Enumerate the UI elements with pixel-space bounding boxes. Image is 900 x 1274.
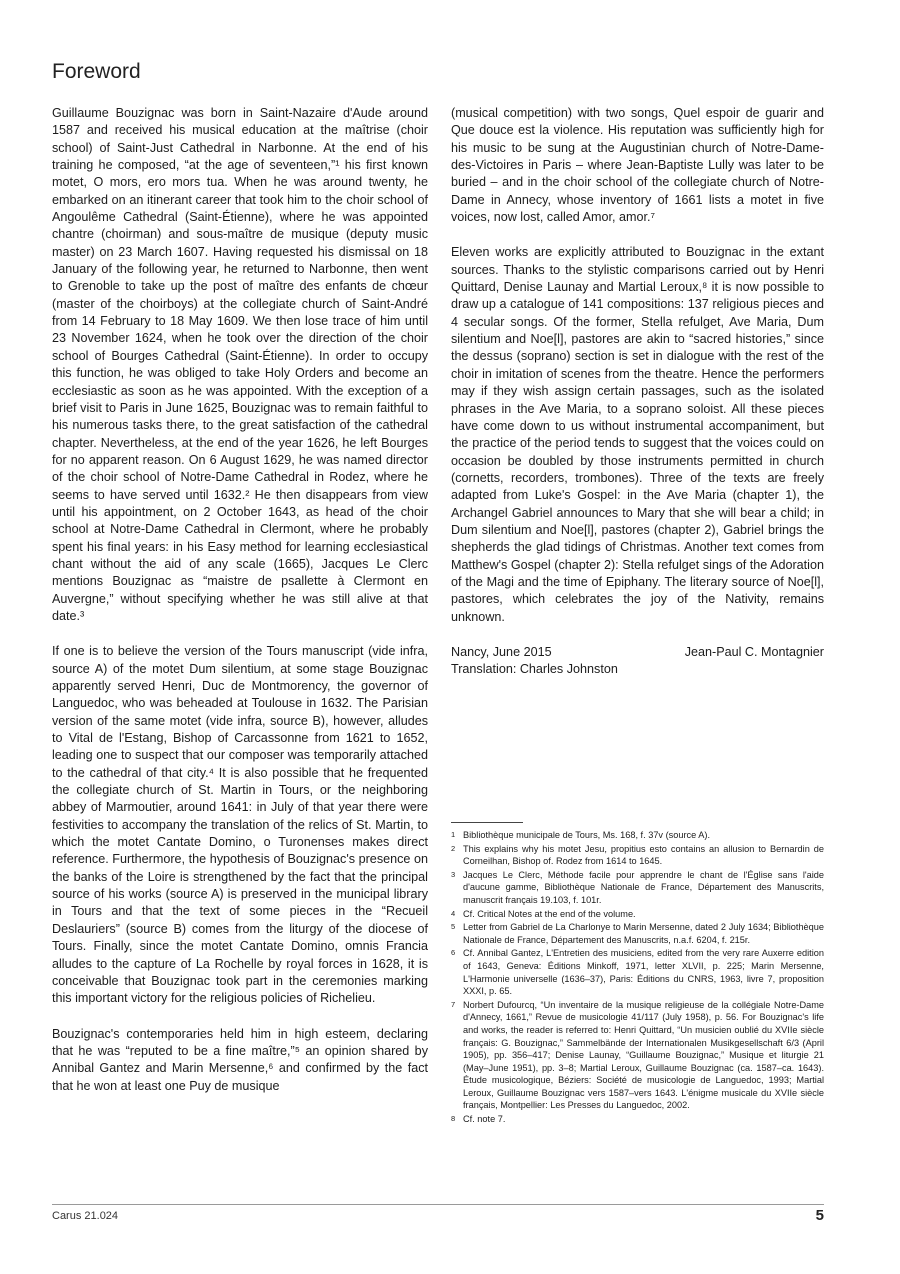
page-title: Foreword (52, 60, 141, 83)
footnote-item (451, 921, 824, 946)
footnote-text: Bibliothèque municipale de Tours, Ms. 168, f. 37v (source A). (463, 830, 711, 840)
footnote-number: 2 (451, 843, 456, 853)
footnote-item (451, 947, 824, 997)
right-column (451, 105, 824, 679)
paragraph-works-catalogue: Eleven works are explicitly attributed to Bouzignac in the extant sources. Thanks to the stylistic comparisons carried out by Henri Quittard, Denise Launay and Martial Leroux,⁸ it is now possible to draw up a catalogue of 141 compositions: 137 religious pieces and 4 secular songs. Of the former, Stella refulget, Ave Maria, Dum silentium and Noe[l], pastores are akin to “sacred histories,” since the dessus (soprano) section is set in dialogue with the rest of the choir in imitation of scenes from the theatre. Hence the performers may if they wish assign certain passages, such as the isolated phrases in the Ave Maria, to a soprano soloist. All these pieces have come down to us without instrumental accompaniment, but the practice of the period tends to suggest that the voices could on occasion be doubled by those instruments permitted in church (cornetts, recorders, trombones). Three of the texts are freely adapted from Luke's Gospel: in the Ave Maria (chapter 1), the Archangel Gabriel announces to Mary that she will bear a child; in Dum silentium and Noe[l], pastores (chapter 2), Gabriel brings the shepherds the glad tidings of Christmas. Another text comes from Matthew's Gospel (chapter 2): Stella refulget sings of the Adoration of the Magi and the time of Epiphany. The literary source of Noe[l], pastores, which celebrates the joy of the Nativity, remains unknown. (451, 245, 824, 624)
footnote-text: Letter from Gabriel de La Charlonye to Marin Mersenne, dated 2 July 1634; Bibliothèque Nationale de France, Département des Manuscrits, n.a.f. 6204, f. 215r. (463, 922, 824, 945)
footnote-number: 7 (451, 999, 456, 1009)
footer-divider (52, 1204, 824, 1205)
paragraph-contemporaries: Bouzignac's contemporaries held him in high esteem, declaring that he was “reputed to be a fine maître,”⁵ an opinion shared by Annibal Gantez and Marin Mersenne,⁶ and confirmed by the fact that he won at least one Puy de musique (52, 1026, 428, 1093)
footnote-item (451, 869, 824, 907)
footnote-divider (451, 822, 523, 823)
footnote-number: 8 (451, 1114, 456, 1124)
page-number: 5 (815, 1207, 824, 1224)
footnote-item (451, 1113, 824, 1126)
author-name: Jean-Paul C. Montagnier (684, 644, 824, 659)
paragraph-tours-manuscript: If one is to believe the version of the Tours manuscript (vide infra, source A) of the motet Dum silentium, at some stage Bouzignac apparently served Henri, Duc de Montmorency, the governor of Languedoc, who was beheaded at Toulouse in 1632. The Parisian version of the same motet (vide infra, source B), however, alludes to Vital de l'Estang, Bishop of Carcassonne from 1621 to 1652, leading one to suspect that our composer was temporarily attached to the cathedral of that city.⁴ It is also possible that he frequented the collegiate church of St. Martin in Tours, or the neighboring abbey of Marmoutier, around 1641: in July of that year there were festivities to accompany the translation of the relics of St. Martin, to which the motet Cantate Domino, o Turonenses makes direct reference. Furthermore, the hypothesis of Bouzignac's presence on the banks of the Loire is strengthened by the fact that the principal source of his works (source A) is preserved in the municipal library in Tours and that the text of some pieces in the “Recueil Deslauriers” (source B) comes from the liturgy of the diocese of Tours. Finally, since the motet Cantate Domino, omnis Francia alludes to the capture of La Rochelle by royal forces in 1628, it is conceivable that Bouzignac took part in the ceremonies marking this important victory for the religious policies of Richelieu. (52, 644, 428, 1006)
footnote-item (451, 843, 824, 868)
footnote-item (451, 999, 824, 1112)
footnote-text: This explains why his motet Jesu, propitius esto contains an allusion to Bernardin de Corneilhan, Bishop of. Rodez from 1614 to 1645. (463, 843, 824, 867)
footnote-text: Jacques Le Clerc, Méthode facile pour apprendre le chant de l'Église sans l'aide d'aucune gamme, Bibliothèque Nationale de France, Département des Manuscrits, manuscrit français 19.103, f. 101r. (463, 869, 824, 905)
left-column (52, 105, 428, 1095)
place-date: Nancy, June 2015 (451, 644, 552, 659)
footnote-text: Norbert Dufourcq, “Un inventaire de la musique religieuse de la collégiale Notre-Dame d'Annecy, 1661,” Revue de musicologie 41/117 (July 1958), p. 56. For Bouzignac's life and works, the reader is referred to: Henri Quittard, “Un musicien oublié du XVIIe siècle français: G. Bouzignac,” Sammelbände der Internationalen Musikgesellschaft 6/3 (April 1905), pp. 356–417; Denise Launay, “Guillaume Bouzignac,” Musique et liturgie 21 (May–June 1951), pp. 3–8; Martial Leroux, Guillaume Bouzignac (ca. 1587–ca. 1643). Étude musicologique, Béziers: Société de musicologie de Languedoc, 1993; Martial Leroux, Guillaume Bouzignac vers 1587–vers 1643. L'énigme musicale du XVIIe siècle français, Montpellier: Les Presses du Languedoc, 2002. (463, 999, 824, 1111)
footnote-number: 5 (451, 922, 456, 932)
footnote-text: Cf. Critical Notes at the end of the volume. (463, 908, 636, 919)
footnote-number: 3 (451, 869, 456, 879)
footnote-text: Cf. Annibal Gantez, L'Entretien des musiciens, edited from the very rare Auxerre edition of 1643, Geneva: Éditions Minkoff, 1971, letter XLVII, p. 225; Marin Mersenne, L'Harmonie universelle (1636–37), Paris: Éditions du CNRS, 1963, livre 7, proposition XXXI, p. 65. (463, 948, 824, 997)
translation-credit: Translation: Charles Johnston (451, 662, 618, 677)
footnote-number: 1 (451, 830, 456, 839)
footnote-item (451, 829, 824, 842)
signature-row (451, 644, 824, 661)
paragraph-reputation: (musical competition) with two songs, Quel espoir de guarir and Que douce est la violence. His reputation was sufficiently high for his music to be sung at the Augustinian church of Notre-Dame-des-Victoires in Paris – where Jean-Baptiste Lully was later to be buried – and in the choir school of the collegiate church of Notre-Dame in Annecy, whose inventory of 1661 lists a motet in five voices, now lost, called Amor, amor.⁷ (451, 106, 824, 225)
footnote-text: Cf. note 7. (463, 1114, 506, 1125)
footnote-number: 6 (451, 948, 456, 958)
footnote-item (451, 908, 824, 921)
footnotes (451, 829, 824, 1127)
footnote-number: 4 (451, 908, 456, 918)
publisher-code: Carus 21.024 (52, 1210, 119, 1222)
paragraph-biography: Guillaume Bouzignac was born in Saint-Nazaire d'Aude around 1587 and received his musical education at the maîtrise (choir school) of Saint-Just Cathedral in Narbonne. At the end of his training he composed, “at the age of seventeen,”¹ his first known motet, O mors, ero mors tua. When he was around twenty, he embarked on an itinerant career that took him to the choir school of Angoulême Cathedral (Saint-Étienne), where he was appointed chantre (choirman) and sous-maître de musique (deputy music master) on 23 March 1607. Having requested his dismissal on 18 January of the following year, he returned to Narbonne, then went to Grenoble to take up the post of maître des enfants de chœur (master of the choirboys) at the collegiate church of Saint-André from 14 February to 18 May 1609. We then lose trace of him until 23 November 1624, when he took over the direction of the choir school of Bourges Cathedral (Saint-Étienne). In order to occupy this function, he was obliged to take Holy Orders and become an ecclesiastic as soon as he was appointed. With the exception of a brief visit to Paris in June 1625, Bouzignac was to remain faithful to his numerous tasks there, to the great satisfaction of the cathedral chapter. Nevertheless, at the end of the year 1626, he left Bourges for no apparent reason. On 6 August 1629, he was named director of the choir school of Notre-Dame Cathedral in Rodez, where he seems to have served until 1632.² He then disappears from view until his appointment, on 2 October 1643, as head of the choir school at Notre-Dame Cathedral in Clermont, where he probably spent his final years: in his Easy method for learning ecclesiastical chant without the aid of any scale (1665), Jacques Le Clerc mentions Bouzignac as “maistre de psallette à Clermont en Auvergne,” without specifying whether he was still alive at that date.³ (52, 106, 428, 623)
